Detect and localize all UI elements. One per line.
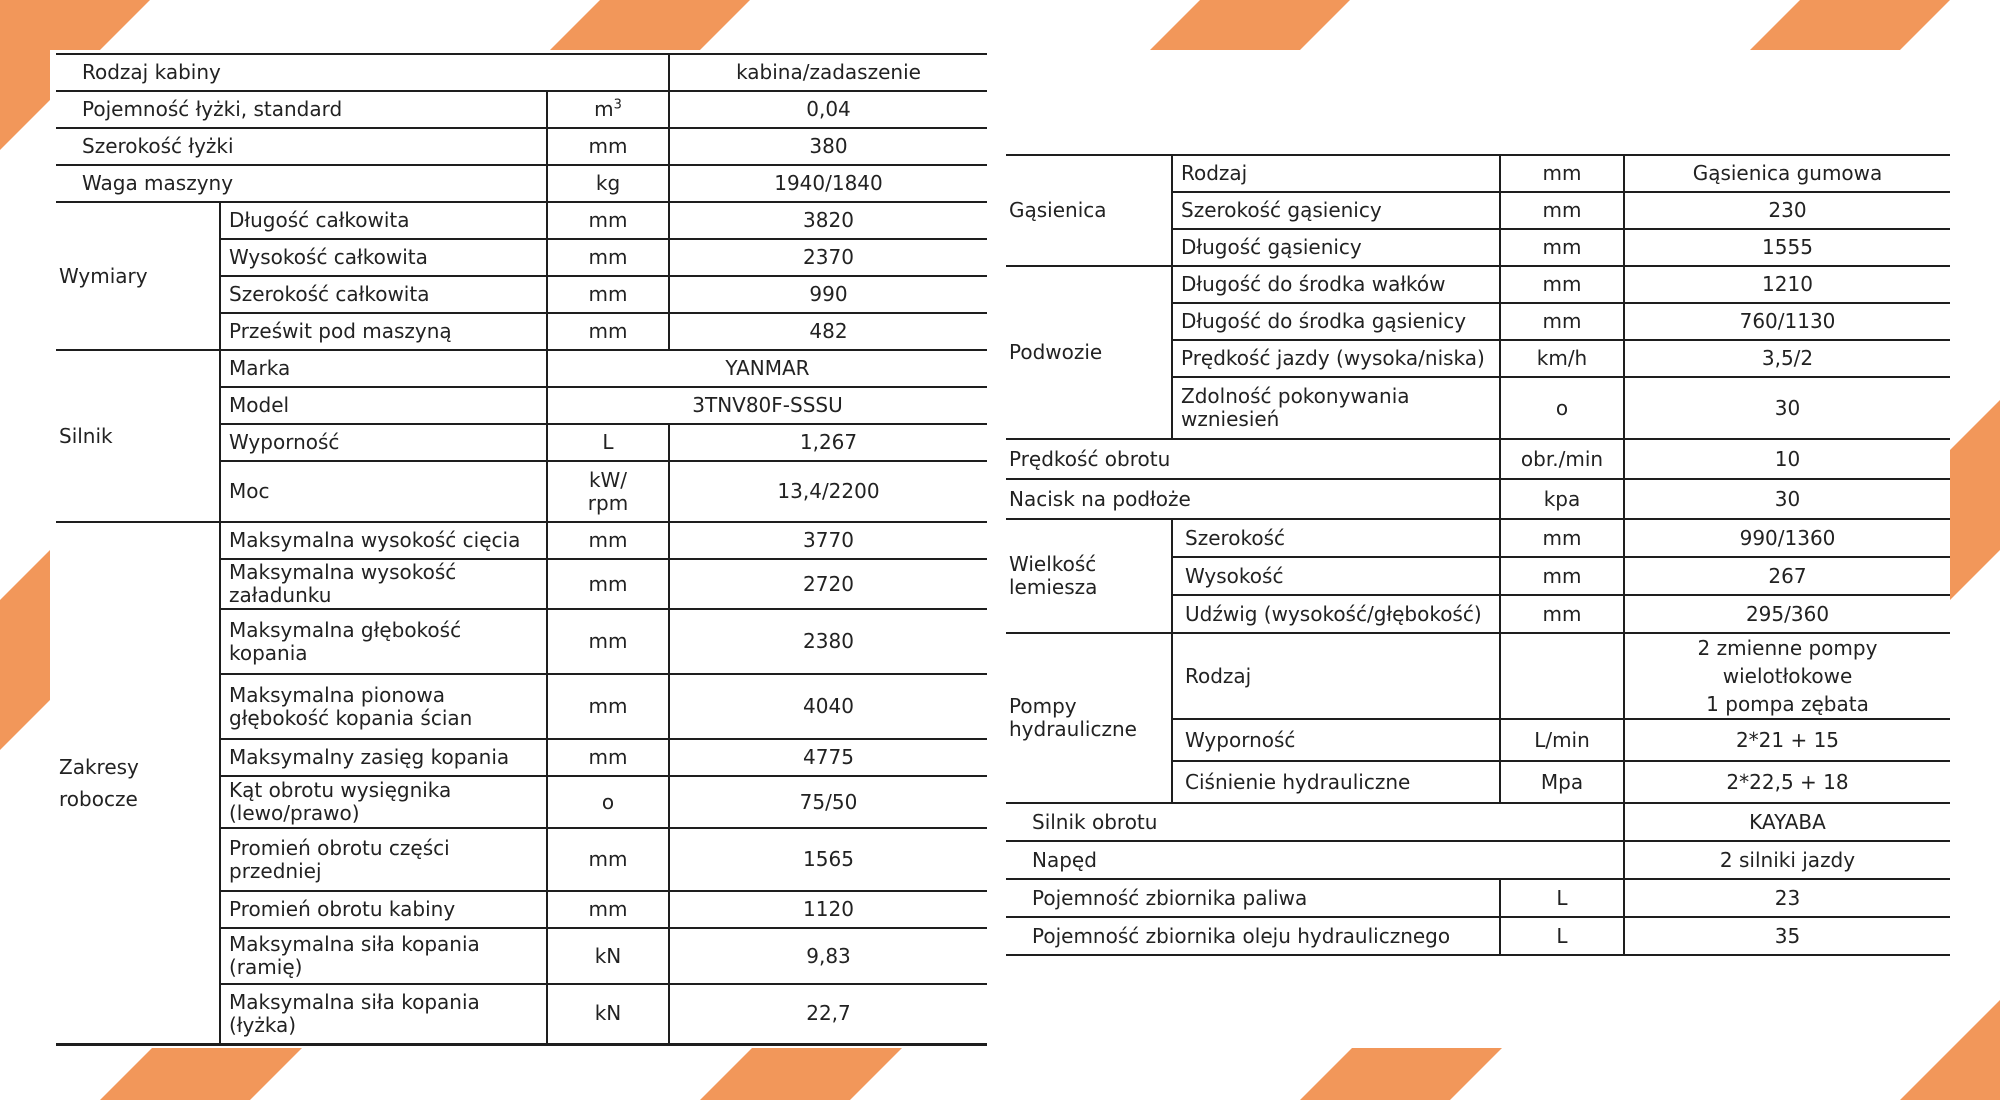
group-label-pumps	[1006, 633, 1172, 803]
spec-label	[220, 828, 547, 891]
spec-label: Prześwit pod maszyną	[220, 313, 547, 350]
spec-value: 3TNV80F-SSSU	[547, 387, 987, 424]
spec-label: Moc	[220, 461, 547, 522]
table-row	[56, 165, 987, 202]
spec-label: Szerokość łyżki	[56, 128, 547, 165]
label-line: Maksymalna siła kopania	[229, 932, 480, 956]
label-line: Kąt obrotu wysięgnika	[229, 778, 452, 802]
spec-label: Udźwig (wysokość/głębokość)	[1172, 595, 1500, 633]
spec-unit: mm	[547, 559, 669, 609]
group-label-engine: Silnik	[56, 350, 220, 522]
spec-value: 760/1130	[1624, 303, 1950, 340]
spec-label: Długość gąsienicy	[1172, 229, 1500, 266]
spec-value: 230	[1624, 192, 1950, 229]
spec-label	[1172, 377, 1500, 439]
spec-unit: mm	[547, 276, 669, 313]
table-row	[56, 350, 987, 387]
table-row	[56, 128, 987, 165]
spec-value: 30	[1624, 377, 1950, 439]
spec-label: Prędkość obrotu	[1006, 439, 1500, 479]
spec-value: 13,4/2200	[669, 461, 987, 522]
table-row	[1006, 879, 1950, 917]
spec-value: YANMAR	[547, 350, 987, 387]
spec-unit: L/min	[1500, 719, 1624, 761]
spec-unit	[547, 91, 669, 128]
spec-label: Pojemność łyżki, standard	[56, 91, 547, 128]
spec-label	[220, 522, 547, 559]
label-line: przedniej	[229, 858, 322, 883]
spec-value: 1940/1840	[669, 165, 987, 202]
spec-label: Długość do środka wałków	[1172, 266, 1500, 303]
spec-unit: mm	[1500, 519, 1624, 557]
spec-label: Szerokość	[1172, 519, 1500, 557]
spec-unit: mm	[547, 891, 669, 928]
spec-value: 10	[1624, 439, 1950, 479]
spec-unit: kN	[547, 928, 669, 984]
group-label-line: hydrauliczne	[1009, 717, 1137, 741]
spec-value: 0,04	[669, 91, 987, 128]
spec-label: Szerokość gąsienicy	[1172, 192, 1500, 229]
spec-value: KAYABA	[1624, 803, 1950, 841]
spec-label: Wyporność	[1172, 719, 1500, 761]
unit-line: kW/	[588, 467, 628, 492]
group-label-undercarriage: Podwozie	[1006, 266, 1172, 439]
spec-unit: L	[1500, 879, 1624, 917]
spec-unit: mm	[547, 828, 669, 891]
label-line: Maksymalna głębokość	[229, 617, 462, 642]
spec-unit: o	[547, 776, 669, 828]
label-line: Maksymalna wysokość cięcia	[229, 528, 521, 552]
spec-label: Wyporność	[220, 424, 547, 461]
spec-value: 4775	[669, 739, 987, 776]
unit-base: m	[594, 97, 614, 121]
spec-label: Nacisk na podłoże	[1006, 479, 1500, 519]
group-label-track: Gąsienica	[1006, 155, 1172, 266]
table-row	[1006, 266, 1950, 303]
group-label-blade	[1006, 519, 1172, 633]
spec-value: 990	[669, 276, 987, 313]
group-label-line: Wielkość	[1009, 552, 1097, 576]
unit-line: rpm	[587, 490, 629, 515]
spec-value: 3,5/2	[1624, 340, 1950, 377]
group-label-working-ranges	[56, 522, 220, 1044]
spec-value: 990/1360	[1624, 519, 1950, 557]
spec-value: 1555	[1624, 229, 1950, 266]
label-line: głębokość kopania ścian	[229, 705, 473, 730]
unit-superscript: 3	[613, 97, 622, 113]
spec-value: 30	[1624, 479, 1950, 519]
table-row	[56, 91, 987, 128]
spec-unit: obr./min	[1500, 439, 1624, 479]
label-line: kopania	[229, 640, 308, 665]
label-line: (łyżka)	[229, 1012, 297, 1037]
spec-value: 2370	[669, 239, 987, 276]
label-line: Promień obrotu części	[229, 835, 450, 860]
spec-value: 1120	[669, 891, 987, 928]
spec-label	[220, 674, 547, 739]
label-line: Maksymalna wysokość	[229, 560, 457, 584]
spec-value: kabina/zadaszenie	[669, 54, 987, 91]
table-row	[56, 202, 987, 239]
spec-unit: mm	[547, 128, 669, 165]
spec-label	[220, 928, 547, 984]
label-line: Maksymalna siła kopania	[229, 989, 480, 1014]
spec-unit: mm	[1500, 557, 1624, 595]
spec-value: 75/50	[669, 776, 987, 828]
spec-unit: kpa	[1500, 479, 1624, 519]
spec-unit: o	[1500, 377, 1624, 439]
table-row	[56, 522, 987, 559]
spec-label: Waga maszyny	[56, 165, 547, 202]
spec-value: 482	[669, 313, 987, 350]
spec-label: Ciśnienie hydrauliczne	[1172, 761, 1500, 803]
spec-value: 295/360	[1624, 595, 1950, 633]
spec-unit: mm	[547, 522, 669, 559]
spec-label	[220, 984, 547, 1044]
table-row	[1006, 841, 1950, 879]
group-label-line: Pompy	[1009, 694, 1077, 718]
group-label-line: Zakresy	[59, 754, 139, 779]
spec-value	[1624, 633, 1950, 719]
spec-label	[220, 609, 547, 674]
spec-value: 3770	[669, 522, 987, 559]
spec-unit: mm	[1500, 303, 1624, 340]
spec-value: 1210	[1624, 266, 1950, 303]
spec-label	[220, 559, 547, 609]
label-line: Zdolność pokonywania	[1181, 384, 1410, 408]
spec-unit	[547, 461, 669, 522]
spec-label: Długość do środka gąsienicy	[1172, 303, 1500, 340]
label-line: załadunku	[229, 583, 332, 607]
spec-label: Długość całkowita	[220, 202, 547, 239]
spec-value: 4040	[669, 674, 987, 739]
spec-label	[220, 891, 547, 928]
table-row	[1006, 633, 1950, 719]
specs-table-right	[1006, 154, 1950, 956]
spec-label: Rodzaj kabiny	[56, 54, 669, 91]
spec-value: 1565	[669, 828, 987, 891]
spec-value: 2 silniki jazdy	[1624, 841, 1950, 879]
table-row	[56, 54, 987, 91]
spec-unit: L	[547, 424, 669, 461]
spec-value: 3820	[669, 202, 987, 239]
spec-unit: kN	[547, 984, 669, 1044]
value-line: 1 pompa zębata	[1706, 692, 1869, 716]
label-line: Maksymalny zasięg kopania	[229, 745, 510, 769]
spec-value: 22,7	[669, 984, 987, 1044]
spec-value: 1,267	[669, 424, 987, 461]
label-line: (ramię)	[229, 955, 303, 979]
group-label-line: lemiesza	[1009, 575, 1098, 599]
label-line: Promień obrotu kabiny	[229, 897, 456, 921]
value-line: 2 zmienne pompy wielotłokowe	[1697, 636, 1878, 688]
spec-label: Rodzaj	[1172, 155, 1500, 192]
spec-unit: L	[1500, 917, 1624, 955]
spec-unit: mm	[1500, 266, 1624, 303]
spec-value: 267	[1624, 557, 1950, 595]
group-label-line: robocze	[59, 786, 138, 811]
spec-unit: mm	[1500, 229, 1624, 266]
spec-unit: mm	[1500, 192, 1624, 229]
table-row	[1006, 479, 1950, 519]
label-line: (lewo/prawo)	[229, 801, 360, 825]
group-label-dimensions: Wymiary	[56, 202, 220, 350]
spec-label: Pojemność zbiornika oleju hydraulicznego	[1006, 917, 1500, 955]
spec-unit: mm	[547, 674, 669, 739]
spec-unit: Mpa	[1500, 761, 1624, 803]
spec-label: Wysokość	[1172, 557, 1500, 595]
table-row	[1006, 439, 1950, 479]
spec-value: Gąsienica gumowa	[1624, 155, 1950, 192]
table-row	[1006, 803, 1950, 841]
spec-value: 35	[1624, 917, 1950, 955]
spec-value: 2380	[669, 609, 987, 674]
spec-label: Marka	[220, 350, 547, 387]
spec-label: Silnik obrotu	[1006, 803, 1624, 841]
table-row	[1006, 519, 1950, 557]
spec-value: 380	[669, 128, 987, 165]
spec-label	[220, 776, 547, 828]
spec-unit: mm	[547, 239, 669, 276]
spec-unit: mm	[1500, 155, 1624, 192]
spec-label: Pojemność zbiornika paliwa	[1006, 879, 1500, 917]
label-line: wzniesień	[1181, 407, 1280, 431]
spec-label: Model	[220, 387, 547, 424]
spec-unit: kg	[547, 165, 669, 202]
spec-unit	[1500, 633, 1624, 719]
spec-label	[220, 739, 547, 776]
label-line: Maksymalna pionowa	[229, 682, 445, 707]
spec-value: 23	[1624, 879, 1950, 917]
table-row	[1006, 917, 1950, 955]
spec-label: Napęd	[1006, 841, 1624, 879]
specs-table-left	[56, 53, 987, 1046]
spec-label: Wysokość całkowita	[220, 239, 547, 276]
spec-label: Rodzaj	[1172, 633, 1500, 719]
spec-label: Szerokość całkowita	[220, 276, 547, 313]
spec-unit: mm	[547, 739, 669, 776]
table-row	[1006, 155, 1950, 192]
spec-unit: mm	[547, 609, 669, 674]
spec-value: 9,83	[669, 928, 987, 984]
spec-label: Prędkość jazdy (wysoka/niska)	[1172, 340, 1500, 377]
spec-unit: mm	[547, 202, 669, 239]
spec-value: 2*22,5 + 18	[1624, 761, 1950, 803]
spec-unit: mm	[547, 313, 669, 350]
spec-value: 2*21 + 15	[1624, 719, 1950, 761]
spec-unit: mm	[1500, 595, 1624, 633]
spec-unit: km/h	[1500, 340, 1624, 377]
spec-value: 2720	[669, 559, 987, 609]
